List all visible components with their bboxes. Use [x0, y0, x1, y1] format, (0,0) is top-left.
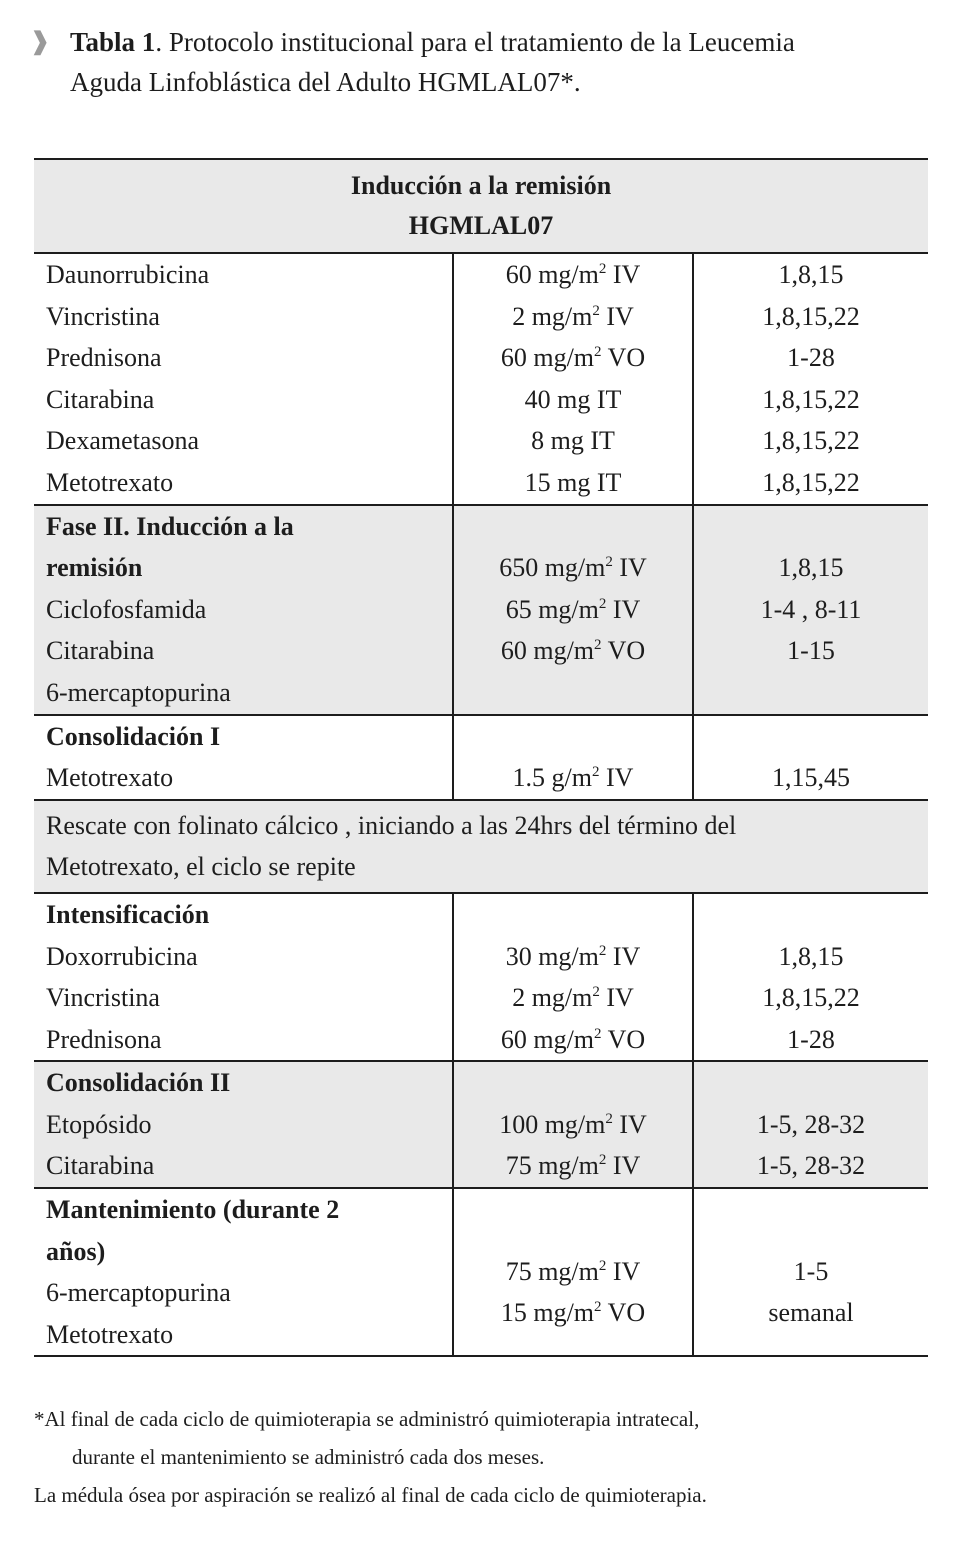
dose-value: 30 $mg/m^2$ IV: [505, 941, 641, 971]
drug-name: 6-mercaptopurina: [46, 1278, 231, 1308]
induccion-doses: [453, 253, 693, 505]
footnote-1b: durante el mantenimiento se administró cada dos meses.: [72, 1445, 545, 1469]
caption-text: . Protocolo institucional para el tratamiento de la Leucemia: [155, 27, 795, 57]
table-header-row: [34, 159, 928, 253]
drug-name: Metotrexato: [46, 467, 174, 497]
consolidacion2-doses: [453, 1061, 693, 1188]
dose-value: 60 $mg/m^2$ VO: [500, 343, 646, 373]
dose-value: 60 $mg/m^2$ VO: [500, 1024, 646, 1054]
section-title: Mantenimiento (durante 2: [46, 1195, 340, 1225]
mantenimiento-doses: [453, 1188, 693, 1356]
drug-name: Doxorrubicina: [46, 941, 198, 971]
days-value: 1,8,15,22: [762, 384, 860, 414]
section-title: Consolidación I: [46, 721, 221, 751]
dose-value: 650 $mg/m^2$ IV: [499, 553, 647, 583]
days-value: 1-4 , 8-11: [760, 594, 862, 624]
drug-name: Daunorrubicina: [46, 260, 210, 289]
caption-label: Tabla 1: [70, 27, 156, 57]
fase2-drugs: [34, 505, 453, 715]
drug-name: 6-mercaptopurina: [46, 677, 231, 707]
drug-name: Ciclofosfamida: [46, 594, 207, 624]
days-value: 1-5, 28-32: [756, 1109, 866, 1139]
days-value: 1,8,15: [778, 260, 844, 289]
dose-value: 2 $mg/m^2$ IV: [512, 301, 634, 331]
dose-value: 1.5 $g/m^2$ IV: [512, 763, 634, 793]
section-induccion: [34, 253, 928, 505]
dose-value: 75 $mg/m^2$ IV: [505, 1256, 641, 1286]
section-title: remisión: [46, 553, 143, 583]
days-value: 1,8,15: [778, 553, 844, 583]
drug-name: Metotrexato: [46, 1319, 174, 1349]
header-line-2: HGMLAL07: [408, 211, 554, 240]
consolidacion1-doses: [453, 715, 693, 800]
days-value: 1,8,15,22: [762, 301, 860, 331]
intensificacion-days: [693, 893, 928, 1061]
section-mantenimiento: [34, 1188, 928, 1356]
rescate-note: [34, 800, 928, 893]
drug-name: Prednisona: [46, 343, 162, 373]
consolidacion2-days: [693, 1061, 928, 1188]
drug-name: Etopósido: [46, 1109, 152, 1139]
drug-name: Prednisona: [46, 1024, 162, 1054]
note-line: Metotrexato, el ciclo se repite: [46, 852, 356, 882]
days-value: 1-5, 28-32: [756, 1151, 866, 1181]
dose-value: 15 $mg/m^2$ VO: [500, 1298, 646, 1328]
note-line: Rescate con folinato cálcico , iniciando a las 24hrs del término del: [46, 810, 737, 840]
section-fase-2: [34, 505, 928, 715]
section-consolidacion-1: [34, 715, 928, 800]
dose-value: 75 $mg/m^2$ IV: [505, 1151, 641, 1181]
days-value: 1-5: [793, 1256, 829, 1286]
drug-name: Vincristina: [46, 983, 160, 1013]
drug-name: Citarabina: [46, 384, 155, 414]
dose-value: 65 $mg/m^2$ IV: [505, 594, 641, 624]
dose-value: 15 mg IT: [524, 467, 622, 497]
intensificacion-doses: [453, 893, 693, 1061]
table-caption: [30, 22, 930, 102]
days-value: 1,8,15: [778, 941, 844, 971]
section-title: Intensificación: [46, 899, 210, 929]
header-line-1: Inducción a la remisión: [350, 171, 612, 200]
mantenimiento-drugs: [34, 1188, 453, 1356]
dose-value: 60 $mg/m^2$ VO: [500, 636, 646, 666]
consolidacion2-drugs: [34, 1061, 453, 1188]
footnote-2: La médula ósea por aspiración se realizó al final de cada ciclo de quimioterapia.: [34, 1483, 707, 1507]
days-value: 1,15,45: [772, 763, 851, 793]
mantenimiento-days: [693, 1188, 928, 1356]
table-header: [34, 159, 928, 253]
consolidacion1-drugs: [34, 715, 453, 800]
section-title: Consolidación II: [46, 1068, 231, 1098]
drug-name: Citarabina: [46, 636, 155, 666]
days-value: 1-28: [787, 343, 835, 373]
fase2-doses: [453, 505, 693, 715]
dose-value: 40 mg IT: [524, 384, 622, 414]
induccion-drugs: [34, 253, 453, 505]
drug-name: Vincristina: [46, 301, 160, 331]
caption-text-2: Aguda Linfoblástica del Adulto HGMLAL07*.: [70, 67, 581, 97]
section-title: años): [46, 1236, 106, 1266]
rescate-note-row: [34, 800, 928, 893]
footnote-1a: *Al final de cada ciclo de quimioterapia se administró quimioterapia intratecal,: [34, 1407, 700, 1431]
drug-name: Dexametasona: [46, 426, 200, 456]
drug-name: Citarabina: [46, 1151, 155, 1181]
section-title: Fase II. Inducción a la: [46, 511, 294, 541]
induccion-days: [693, 253, 928, 505]
caption-marker-icon: ❱: [30, 29, 51, 55]
footnotes: [34, 1400, 928, 1514]
protocol-table: [34, 158, 928, 1357]
dose-value: 8 mg IT: [531, 426, 615, 456]
days-value: 1-15: [787, 636, 835, 666]
consolidacion1-days: [693, 715, 928, 800]
section-consolidacion-2: [34, 1061, 928, 1188]
fase2-days: [693, 505, 928, 715]
dose-value: 100 $mg/m^2$ IV: [499, 1109, 647, 1139]
dose-value: 2 $mg/m^2$ IV: [512, 983, 634, 1013]
days-value: 1-28: [787, 1024, 835, 1054]
dose-value: 60 $mg/m^2$ IV: [505, 260, 641, 289]
drug-name: Metotrexato: [46, 763, 174, 793]
days-value: 1,8,15,22: [762, 426, 860, 456]
section-intensificacion: [34, 893, 928, 1061]
days-value: 1,8,15,22: [762, 467, 860, 497]
days-value: 1,8,15,22: [762, 983, 860, 1013]
days-value: semanal: [768, 1298, 854, 1328]
intensificacion-drugs: [34, 893, 453, 1061]
